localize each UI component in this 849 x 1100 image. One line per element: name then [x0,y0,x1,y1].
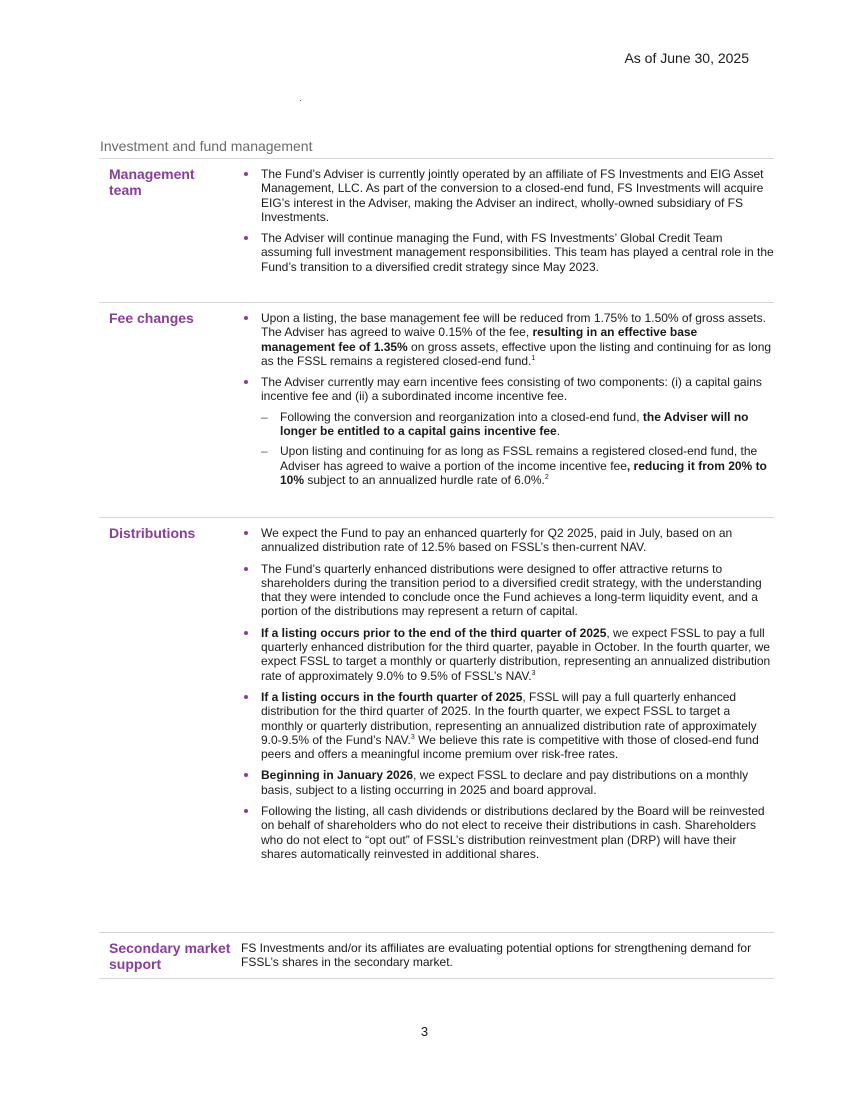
text-run: We believe this rate is competitive with those of closed-end fund peers and offers a meaningful income premium over risk-free rates. [261,732,759,762]
footnote-marker: 1 [531,354,536,362]
bold-text: If a listing occurs prior to the end of the third quarter of 2025 [261,625,607,640]
text-run: Upon a listing, the base management fee will be reduced from 1.75% to 1.50% of gross assets. The Adviser has agreed to waive 0.15% of the fee, [261,311,766,340]
list-item [229,626,774,683]
text-run: , we expect FSSL to declare and pay distributions on a monthly basis, subject to a listing occurring in 2025 and board approval. [261,768,749,797]
row-label-fee-changes: Fee changes [109,310,194,326]
list-item: We expect the Fund to pay an enhanced quarterly for Q2 2025, paid in July, based on an annualized distribution rate of 12.5% based on FSSL’s then-current NAV. [229,526,774,555]
row-content-distributions [229,518,774,932]
row-label-management-team: Management team [109,166,195,198]
list-item: The Adviser will continue managing the Fund, with FS Investments’ Global Credit Team assuming full investment management responsibilities. This team has played a central role in the Fund’s transition to a diversified credit strategy since May 2023. [229,231,774,274]
bold-text: Beginning in January 2026 [261,768,414,783]
footnote-marker: 3 [531,669,536,677]
text-run: on gross assets, effective upon the listing and continuing for as long as the FSSL remains a registered closed-end fund. [261,339,772,368]
row-content-management-team [229,159,774,302]
bold-text: If a listing occurs in the fourth quarter of 2025 [261,689,523,704]
fund-management-table [99,158,774,979]
text-run: , FSSL will pay a full quarterly enhanced distribution for the third quarter of 2025. In the fourth quarter, we expect FSSL to target a monthly or quarterly distribution, representing an annualized distribution rate of approximately 9.0-9.5% of the Fund’s NAV. [261,689,757,747]
list-item: The Fund’s Adviser is currently jointly operated by an affiliate of FS Investments and EIG Asset Management, LLC. As part of the conversion to a closed-end fund, FS Investments will acquire EIG’s interest in the Adviser, making the Adviser an indirect, wholly-owned subsidiary of FS Investments. [229,167,774,224]
text-run: subject to an annualized hurdle rate of 6.0%. [304,472,545,487]
bold-text: the Adviser will no longer be entitled to a capital gains incentive fee [280,409,749,439]
footnote-marker: 3 [410,733,415,741]
list-item: Following the listing, all cash dividends or distributions declared by the Board will be reinvested on behalf of shareholders who do not elect to receive their distributions in cash. Shareholders who do not elect to “opt out” of FSSL’s distribution reinvestment plan (DRP) will have their shares automatically reinvested in additional shares. [229,804,774,861]
list-item [229,690,774,761]
section-title: Investment and fund management [100,138,313,154]
row-content-secondary-market-support: FS Investments and/or its affiliates are evaluating potential options for strengthening demand for FSSL’s shares in the secondary market. [241,941,752,970]
text-run: , we expect FSSL to pay a full quarterly enhanced distribution for the third quarter, payable in October. In the fourth quarter, we expect FSSL to target a monthly or quarterly distribution, representing an annualized distribution rate of approximately 9.0% to 9.5% of FSSL’s NAV. [261,625,771,683]
row-secondary-market-support [99,932,774,979]
fee-sub-list [261,410,774,487]
distributions-bullet-list [229,526,774,861]
row-content-fee-changes [229,303,774,517]
sub-list-item [261,410,774,439]
sub-list-item [261,444,774,487]
page-number: 3 [420,1024,429,1039]
row-label-distributions: Distributions [109,525,196,541]
text-run: Upon listing and continuing for as long as FSSL remains a registered closed-end fund, the Adviser has agreed to waive a portion of the income incentive fee [280,444,758,473]
list-item: The Fund’s quarterly enhanced distributions were designed to offer attractive returns to shareholders during the transition period to a diversified credit strategy, with the understanding that they were intended to conclude once the Fund achieves a long-term liquidity event, and a portion of the distributions may represent a return of capital. [229,562,774,619]
text-run: Following the conversion and reorganization into a closed-end fund, [280,409,643,424]
report-date: As of June 30, 2025 [624,50,749,66]
row-distributions [99,517,774,932]
footnote-marker: 2 [544,473,549,481]
row-label-secondary-market-support: Secondary market support [109,940,231,972]
list-item [229,311,774,368]
list-item [229,375,774,487]
management-bullet-list [229,167,774,274]
row-fee-changes [99,302,774,517]
row-management-team [99,158,774,302]
fee-bullet-list [229,311,774,487]
list-item [229,768,774,797]
bold-text: , reducing it from 20% to 10% [280,458,767,487]
text-run: The Adviser currently may earn incentive fees consisting of two components: (i) a capital gains incentive fee and (ii) a subordinated income incentive fee. [261,375,762,404]
stray-dot-mark [300,100,301,101]
bold-text: resulting in an effective base management fee of 1.35% [261,325,698,354]
text-run: . [556,424,561,439]
